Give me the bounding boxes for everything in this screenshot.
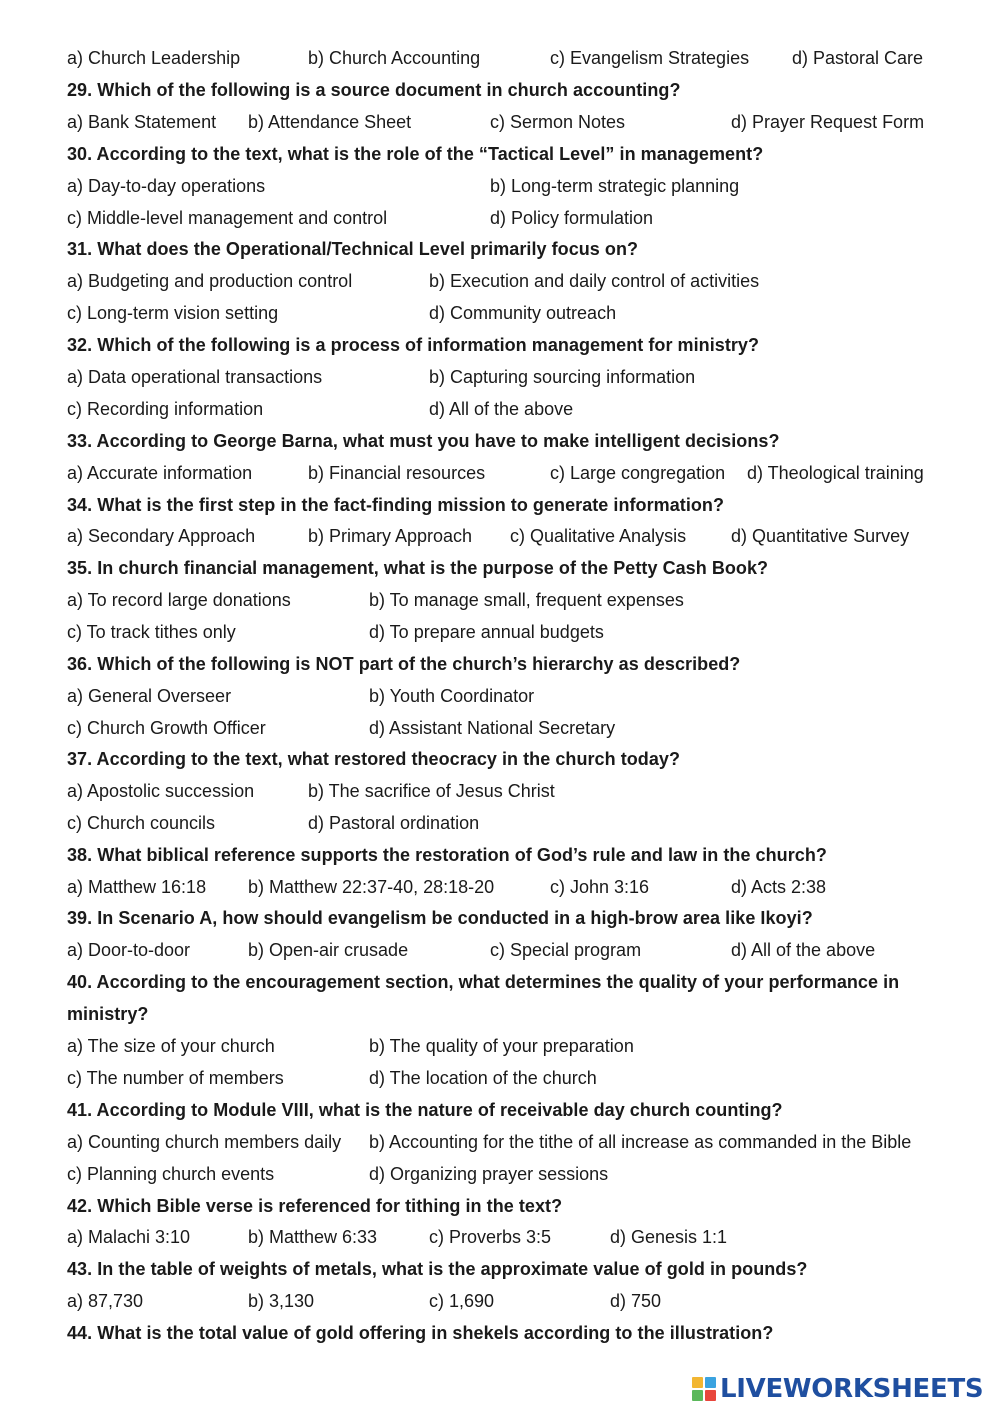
answer-option[interactable]: a) Matthew 16:18 xyxy=(67,877,207,897)
answer-option[interactable]: d) Organizing prayer sessions xyxy=(369,1164,609,1184)
answer-option[interactable]: b) Matthew 6:33 xyxy=(248,1227,378,1247)
answer-option[interactable]: d) Assistant National Secretary xyxy=(369,718,616,738)
answer-option[interactable]: b) 3,130 xyxy=(248,1291,315,1311)
answer-option[interactable]: d) All of the above xyxy=(731,940,876,960)
answer-option[interactable]: b) Accounting for the tithe of all increase as commanded in the Bible xyxy=(369,1132,912,1152)
question-text: 35. In church financial management, what is the purpose of the Petty Cash Book? xyxy=(67,558,769,578)
answer-option[interactable]: a) Door-to-door xyxy=(67,940,191,960)
question-text: 39. In Scenario A, how should evangelism be conducted in a high-brow area like Ikoyi? xyxy=(67,908,813,928)
answer-option[interactable]: c) Recording information xyxy=(67,399,264,419)
question-text: 38. What biblical reference supports the restoration of God’s rule and law in the church? xyxy=(67,845,827,865)
answer-option[interactable]: a) Church Leadership xyxy=(67,48,241,68)
answer-option[interactable]: c) Long-term vision setting xyxy=(67,303,279,323)
answer-option[interactable]: c) Church Growth Officer xyxy=(67,718,266,738)
answer-option[interactable]: c) Proverbs 3:5 xyxy=(429,1227,552,1247)
answer-option[interactable]: c) Planning church events xyxy=(67,1164,275,1184)
answer-option[interactable]: c) Sermon Notes xyxy=(490,112,626,132)
question-text: 41. According to Module VIII, what is the nature of receivable day church counting? xyxy=(67,1100,783,1120)
answer-option[interactable]: c) Qualitative Analysis xyxy=(510,526,687,546)
answer-option[interactable]: b) Long-term strategic planning xyxy=(490,176,740,196)
question-text: 40. According to the encouragement section, what determines the quality of your performance in xyxy=(67,972,900,992)
answer-option[interactable]: a) To record large donations xyxy=(67,590,291,610)
answer-option[interactable]: c) Evangelism Strategies xyxy=(550,48,750,68)
question-text: 36. Which of the following is NOT part of the church’s hierarchy as described? xyxy=(67,654,741,674)
brand-text: LIVEWORKSHEETS xyxy=(720,1374,984,1404)
answer-option[interactable]: a) Malachi 3:10 xyxy=(67,1227,191,1247)
answer-option[interactable]: b) Capturing sourcing information xyxy=(429,367,696,387)
answer-option[interactable]: b) Matthew 22:37-40, 28:18-20 xyxy=(248,877,495,897)
answer-option[interactable]: a) Day-to-day operations xyxy=(67,176,266,196)
answer-option[interactable]: a) Accurate information xyxy=(67,463,253,483)
answer-option[interactable]: a) Apostolic succession xyxy=(67,781,255,801)
answer-option[interactable]: d) The location of the church xyxy=(369,1068,597,1088)
answer-option[interactable]: c) Middle-level management and control xyxy=(67,208,388,228)
question-text: 33. According to George Barna, what must you have to make intelligent decisions? xyxy=(67,431,780,451)
answer-option[interactable]: a) Bank Statement xyxy=(67,112,217,132)
answer-option[interactable]: c) 1,690 xyxy=(429,1291,495,1311)
question-text: 29. Which of the following is a source document in church accounting? xyxy=(67,80,681,100)
question-text: 37. According to the text, what restored theocracy in the church today? xyxy=(67,749,681,769)
answer-option[interactable]: d) Acts 2:38 xyxy=(731,877,827,897)
answer-option[interactable]: b) Church Accounting xyxy=(308,48,481,68)
answer-option[interactable]: c) To track tithes only xyxy=(67,622,236,642)
answer-option[interactable]: d) Policy formulation xyxy=(490,208,654,228)
answer-option[interactable]: b) Execution and daily control of activities xyxy=(429,271,760,291)
answer-option[interactable]: d) 750 xyxy=(610,1291,662,1311)
answer-option[interactable]: b) Youth Coordinator xyxy=(369,686,535,706)
answer-option[interactable]: d) Prayer Request Form xyxy=(731,112,925,132)
answer-option[interactable]: b) The sacrifice of Jesus Christ xyxy=(308,781,555,801)
answer-option[interactable]: c) Special program xyxy=(490,940,642,960)
answer-option[interactable]: d) To prepare annual budgets xyxy=(369,622,604,642)
question-text: 44. What is the total value of gold offering in shekels according to the illustration? xyxy=(67,1323,774,1343)
question-text: 31. What does the Operational/Technical Level primarily focus on? xyxy=(67,239,639,259)
question-text: ministry? xyxy=(67,1004,149,1024)
answer-option[interactable]: b) To manage small, frequent expenses xyxy=(369,590,684,610)
answer-option[interactable]: a) Counting church members daily xyxy=(67,1132,342,1152)
question-text: 32. Which of the following is a process of information management for ministry? xyxy=(67,335,760,355)
answer-option[interactable]: d) Quantitative Survey xyxy=(731,526,910,546)
answer-option[interactable]: d) Pastoral Care xyxy=(792,48,924,68)
question-text: 34. What is the first step in the fact-finding mission to generate information? xyxy=(67,495,725,515)
answer-option[interactable]: b) Attendance Sheet xyxy=(248,112,412,132)
answer-option[interactable]: b) Primary Approach xyxy=(308,526,473,546)
answer-option[interactable]: d) Theological training xyxy=(747,463,924,483)
answer-option[interactable]: c) John 3:16 xyxy=(550,877,650,897)
question-text: 43. In the table of weights of metals, what is the approximate value of gold in pounds? xyxy=(67,1259,808,1279)
answer-option[interactable]: b) Open-air crusade xyxy=(248,940,409,960)
answer-option[interactable]: d) Genesis 1:1 xyxy=(610,1227,728,1247)
answer-option[interactable]: a) Secondary Approach xyxy=(67,526,256,546)
answer-option[interactable]: a) Budgeting and production control xyxy=(67,271,353,291)
answer-option[interactable]: a) The size of your church xyxy=(67,1036,275,1056)
answer-option[interactable]: a) General Overseer xyxy=(67,686,232,706)
question-text: 30. According to the text, what is the role of the “Tactical Level” in management? xyxy=(67,144,764,164)
answer-option[interactable]: a) Data operational transactions xyxy=(67,367,323,387)
liveworksheets-brand[interactable] xyxy=(692,1374,983,1404)
answer-option[interactable]: b) Financial resources xyxy=(308,463,486,483)
liveworksheets-logo-icon xyxy=(692,1377,716,1401)
answer-option[interactable]: c) Large congregation xyxy=(550,463,726,483)
answer-option[interactable]: c) The number of members xyxy=(67,1068,284,1088)
answer-option[interactable]: c) Church councils xyxy=(67,813,216,833)
answer-option[interactable]: d) Community outreach xyxy=(429,303,617,323)
answer-option[interactable]: d) All of the above xyxy=(429,399,574,419)
question-text: 42. Which Bible verse is referenced for tithing in the text? xyxy=(67,1196,563,1216)
answer-option[interactable]: b) The quality of your preparation xyxy=(369,1036,634,1056)
answer-option[interactable]: d) Pastoral ordination xyxy=(308,813,480,833)
answer-option[interactable]: a) 87,730 xyxy=(67,1291,144,1311)
